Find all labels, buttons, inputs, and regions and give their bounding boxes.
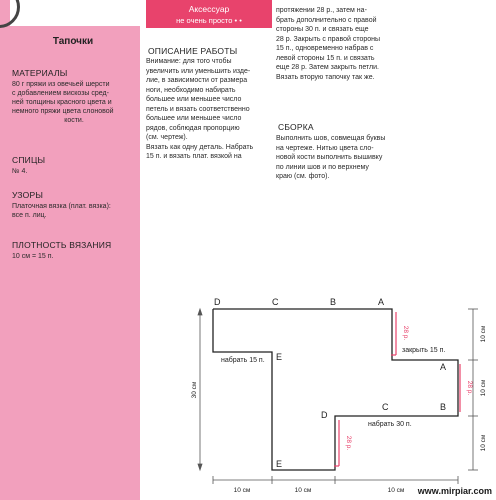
- letter-d-top: D: [214, 297, 221, 307]
- letter-c-top: C: [272, 297, 279, 307]
- description-heading: ОПИСАНИЕ РАБОТЫ: [148, 46, 238, 56]
- pattern-outline: [213, 309, 458, 470]
- assembly-line: по линии шов и по верхнему: [276, 163, 369, 171]
- label-cast-on-15: набрать 15 п.: [221, 357, 265, 364]
- materials-line: немного пряжи цвета слоновой: [12, 108, 114, 115]
- description-line: большее или меньшее число: [146, 115, 242, 122]
- assembly-line: на чертеже. Нитью цвета сло-: [276, 144, 374, 152]
- description-line: Внимание: для того чтобы: [146, 58, 232, 65]
- description-line: Вязать как одну деталь. Набрать: [146, 143, 254, 151]
- letter-d-low: D: [321, 410, 328, 420]
- patterns-line: все п. лиц.: [12, 212, 47, 219]
- label-rows-28-low: 28 р.: [345, 435, 352, 451]
- gauge-heading: ПЛОТНОСТЬ ВЯЗАНИЯ: [12, 240, 112, 250]
- description-line: большее или меньшее число: [146, 96, 242, 103]
- label-bind-off-15: закрыть 15 п.: [402, 347, 446, 354]
- assembly-line: краю (см. фото).: [276, 173, 330, 180]
- instructions-line: еще 28 р. Затем закрыть петли.: [276, 64, 380, 71]
- assembly-heading: СБОРКА: [278, 122, 314, 132]
- dim-bottom-left: 10 см: [233, 487, 251, 494]
- dim-left-height: 30 см: [191, 381, 198, 399]
- dimension-lines: [198, 309, 478, 484]
- instructions-line: 28 р. Закрыть с правой стороны: [276, 35, 381, 43]
- letter-a-top: A: [378, 297, 385, 307]
- description-line: увеличить или уменьшить изде-: [146, 67, 251, 75]
- assembly-line: Выполнить шов, совмещая буквы: [276, 135, 386, 142]
- description-line: рядов, соблюдая пропорцию: [146, 124, 240, 132]
- materials-line: с добавлением вискозы сред-: [12, 90, 109, 97]
- letter-b-right: B: [440, 402, 447, 412]
- label-cast-on-30: набрать 30 п.: [368, 421, 412, 428]
- sidebar-title: Тапочки: [52, 36, 94, 47]
- letter-a-right: A: [440, 362, 447, 372]
- patterns-heading: УЗОРЫ: [12, 190, 44, 200]
- dim-right-bottom: 10 см: [480, 434, 487, 452]
- label-rows-28-right: 28 р.: [466, 380, 473, 396]
- dim-bottom-right: 10 см: [387, 487, 405, 494]
- instructions-line: брать дополнительно с правой: [276, 16, 377, 24]
- description-line: петель и вязать соответственно: [146, 105, 250, 113]
- description-line: ноги, необходимо набирать: [146, 86, 236, 94]
- description-line: 15 п. и вязать плат. вязкой на: [146, 153, 242, 160]
- category-title: Аксессуар: [188, 4, 230, 14]
- watermark: www.mirpiar.com: [417, 486, 492, 496]
- assembly-line: новой кости выполнить вышивку: [276, 154, 383, 161]
- materials-heading: МАТЕРИАЛЫ: [12, 68, 68, 78]
- materials-line: кости.: [64, 117, 84, 124]
- gauge-text: 10 см = 15 п.: [12, 253, 54, 260]
- description-line: лие, в зависимости от размера: [146, 77, 248, 84]
- difficulty-label: не очень просто • •: [176, 16, 242, 25]
- letter-c-low: C: [382, 402, 389, 412]
- materials-line: 80 г пряжи из овечьей шерсти: [12, 81, 110, 88]
- instructions-line: стороны 30 п. и связать еще: [276, 26, 369, 33]
- instructions-line: левой стороны 15 п. и связать: [276, 54, 375, 62]
- materials-line: ней толщины красного цвета и: [12, 99, 112, 106]
- needles-heading: СПИЦЫ: [12, 155, 46, 165]
- dim-right-top: 10 см: [480, 325, 487, 343]
- letter-b-top: B: [330, 297, 337, 307]
- patterns-line: Платочная вязка (плат. вязка):: [12, 203, 111, 210]
- needles-text: № 4.: [12, 168, 28, 175]
- letter-e-mid: E: [276, 352, 283, 362]
- description-line: (см. чертеж).: [146, 134, 188, 141]
- letter-e-bottom: E: [276, 459, 283, 469]
- dim-right-mid: 10 см: [480, 379, 487, 397]
- instructions-line: Вязать вторую тапочку так же.: [276, 73, 375, 81]
- label-rows-28-top: 28 р.: [402, 325, 409, 341]
- instructions-line: протяжении 28 р., затем на-: [276, 7, 367, 14]
- dim-bottom-mid: 10 см: [294, 487, 312, 494]
- instructions-line: 15 п., одновременно набрав с: [276, 45, 374, 52]
